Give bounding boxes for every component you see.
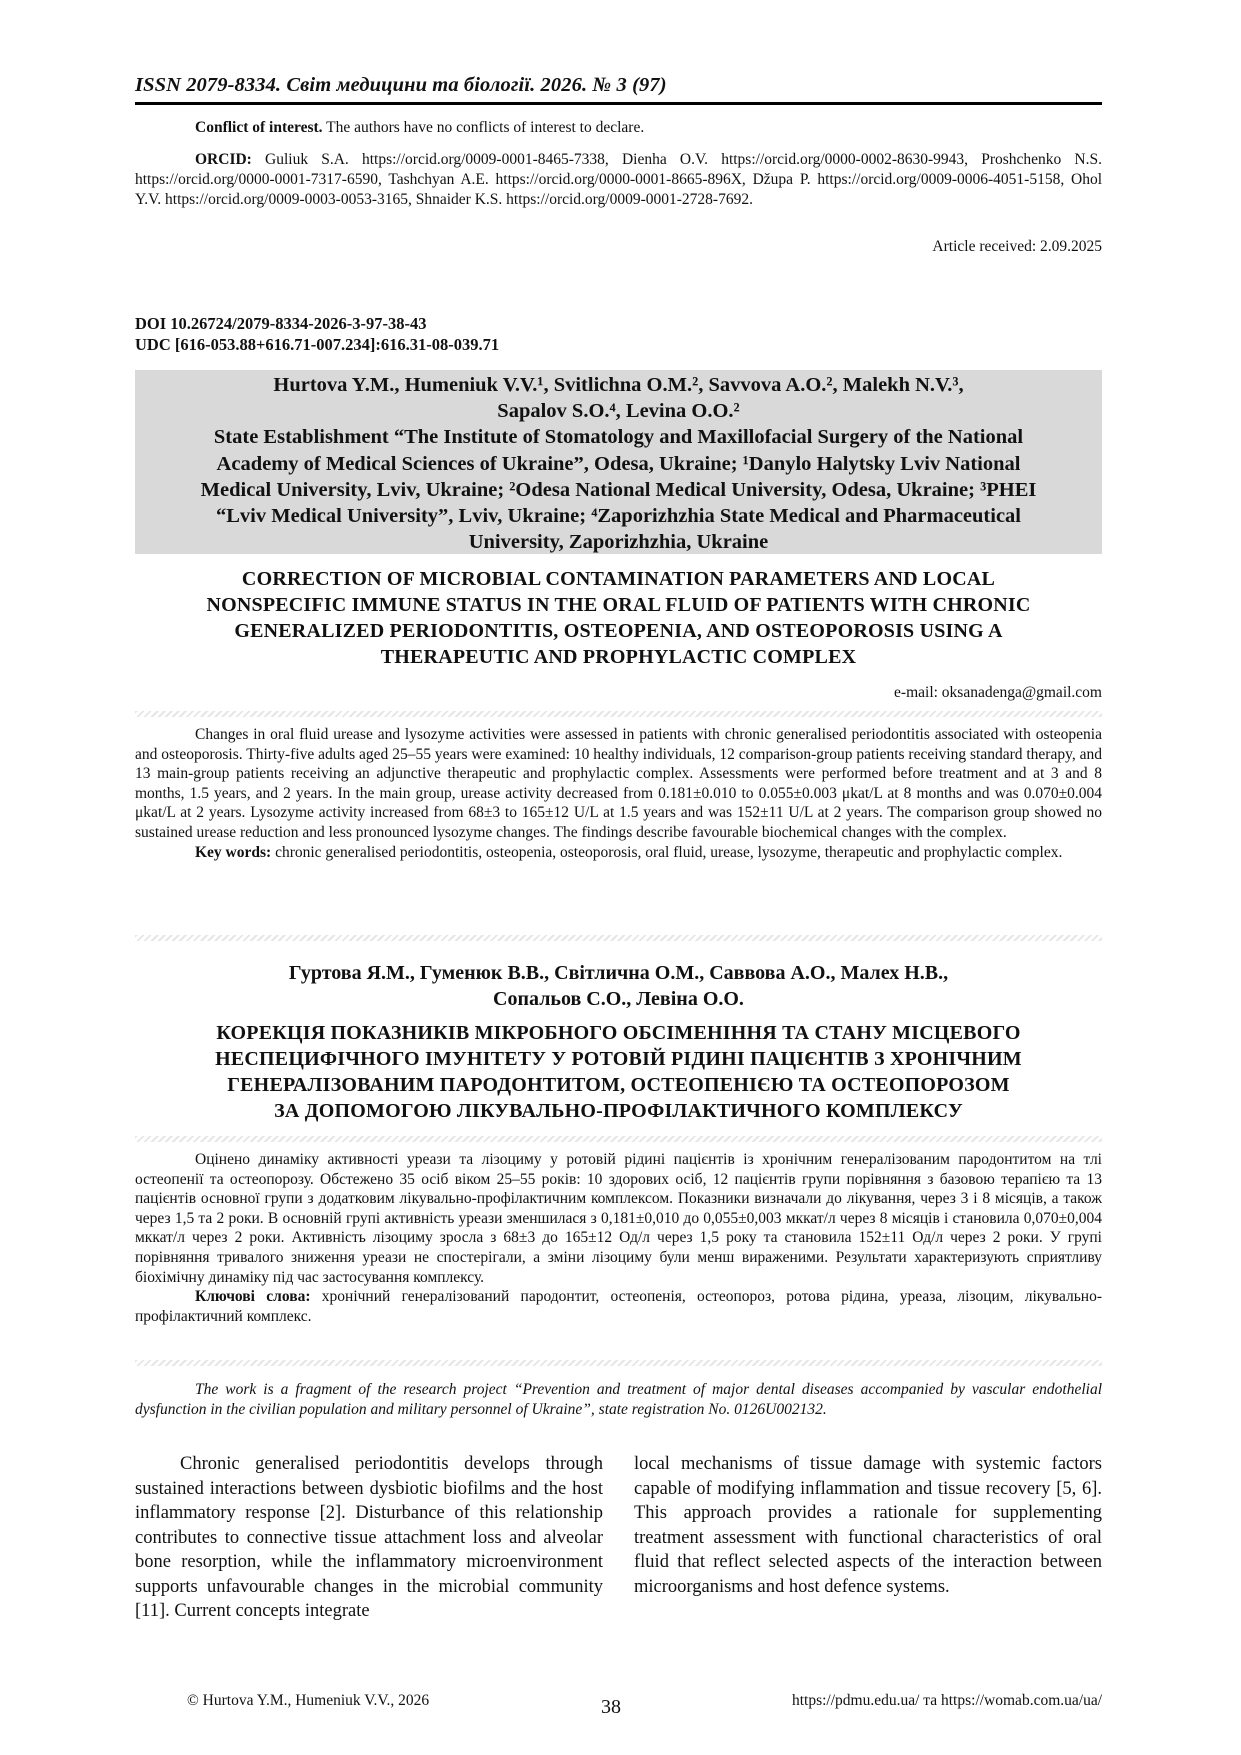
conflict-paragraph	[135, 118, 1102, 138]
body-column-2: local mechanisms of tissue damage with systemic factors capable of modifying inflammation and tissue recovery [5, 6]. This approach provides a rationale for supplementing treatment assessment with functional characteristics of oral fluid that reflect selected aspects of the interaction between microorganisms and host defence systems.	[634, 1454, 1102, 1597]
title-uk-line-3: ГЕНЕРАЛІЗОВАНИМ ПАРОДОНТИТОМ, ОСТЕОПЕНІЄЮ ТА ОСТЕОПОРОЗОМ	[227, 1074, 1010, 1096]
authors-line-1: Hurtova Y.M., Humeniuk V.V.¹, Svitlichna O.M.², Savvova A.O.², Malekh N.V.³,	[273, 374, 964, 396]
orcid-label: ORCID:	[195, 151, 252, 168]
title-en-line-4: THERAPEUTIC AND PROPHYLACTIC COMPLEX	[380, 646, 857, 668]
authors-line-2: Sapalov S.O.⁴, Levina O.O.²	[497, 400, 740, 423]
keywords-en-label: Key words:	[195, 843, 272, 861]
body-column-1: Chronic generalised periodontitis develops through sustained interactions between dysbiotic biofilms and the host inflammatory response [2]. Disturbance of this relationship contributes to connective tissue attachment loss and alveolar bone resorption, while the inflammatory microenvironment supports unfavourable changes in the microbial community [11]. Current concepts integrate	[135, 1454, 603, 1621]
article-received: Article received: 2.09.2025	[932, 238, 1102, 255]
journal-header: ISSN 2079-8334. Світ медицини та біології. 2026. № 3 (97)	[135, 74, 667, 96]
title-en-line-1: CORRECTION OF MICROBIAL CONTAMINATION PARAMETERS AND LOCAL	[241, 568, 996, 590]
affiliation-line-2: Academy of Medical Sciences of Ukraine”, Odesa, Ukraine; ¹Danylo Halytsky Lviv National	[216, 452, 1021, 475]
keywords-en: chronic generalised periodontitis, osteopenia, osteoporosis, oral fluid, urease, lysozyme, therapeutic and prophylactic complex.	[271, 843, 1063, 861]
abstract-en-text: Changes in oral fluid urease and lysozyme activities were assessed in patients with chronic generalised periodontitis associated with osteopenia and osteoporosis. Thirty-five adults aged 25–55 years were examined: 10 healthy individuals, 12 comparison-group patients receiving standard therapy, and 13 main-group patients receiving an adjunctive therapeutic and prophylactic complex. Assessments were performed before treatment and at 3 and 8 months, 1.5 years, and 2 years. In the main group, urease activity decreased from 0.181±0.010 to 0.055±0.003 μkat/L at 8 months and was 0.070±0.004 μkat/L at 2 years. Lysozyme activity increased from 68±3 to 165±12 U/L at 1.5 years and was 152±11 U/L at 2 years. The comparison group showed no sustained urease reduction and less pronounced lysozyme changes. The findings describe favourable biochemical changes with the complex.	[135, 726, 1102, 841]
separator-wave	[135, 1360, 1102, 1366]
conflict-label: Conflict of interest.	[195, 119, 323, 136]
title-uk-line-1: КОРЕКЦІЯ ПОКАЗНИКІВ МІКРОБНОГО ОБСІМЕНІННЯ ТА СТАНУ МІСЦЕВОГО	[216, 1022, 1021, 1044]
separator-wave	[135, 1136, 1102, 1142]
affiliation-line-3: Medical University, Lviv, Ukraine; ²Odesa National Medical University, Odesa, Ukraine; ³PHEI	[200, 478, 1037, 501]
authors-uk	[135, 960, 1102, 1012]
affiliation-block	[135, 370, 1102, 554]
email: e-mail: oksanadenga@gmail.com	[894, 684, 1102, 701]
authors-uk-line-1: Гуртова Я.М., Гуменюк В.В., Світлична О.М., Саввова А.О., Малех Н.В.,	[288, 962, 949, 984]
title-uk	[135, 1020, 1102, 1124]
funding-note	[135, 1380, 1102, 1419]
title-en-line-3: GENERALIZED PERIODONTITIS, OSTEOPENIA, AND OSTEOPOROSIS USING A	[234, 620, 1003, 642]
conflict-text: The authors have no conflicts of interest to declare.	[322, 119, 645, 136]
abstract-uk	[135, 1150, 1102, 1326]
footer-copyright: © Hurtova Y.M., Humeniuk V.V., 2026	[187, 1692, 430, 1709]
footer-urls: https://pdmu.edu.ua/ та https://womab.com.ua/ua/	[791, 1692, 1102, 1709]
orcid-paragraph	[135, 150, 1102, 210]
affiliation-line-5: University, Zaporizhzhia, Ukraine	[468, 531, 769, 554]
orcid-text: Guliuk S.A. https://orcid.org/0009-0001-8465-7338, Dienha O.V. https://orcid.org/0000-0002-8630-9943, Proshchenko N.S. https://orcid.org/0000-0001-7317-6590, Tashchyan A.E. https://orcid.org/0000-0001-8665-896X, Džupa P. https://orcid.org/0009-0006-4051-5158, Ohol Y.V. https://orcid.org/0009-0003-0053-3165, Shnaider K.S. https://orcid.org/0009-0001-2728-7692.	[135, 151, 1102, 208]
abstract-en	[135, 725, 1102, 862]
affiliation-line-4: “Lviv Medical University”, Lviv, Ukraine; ⁴Zaporizhzhia State Medical and Pharmaceutical	[215, 505, 1021, 528]
udc: UDC [616-053.88+616.71-007.234]:616.31-08-039.71	[135, 335, 500, 354]
abstract-uk-text: Оцінено динаміку активності уреази та лізоциму у ротовій рідині пацієнтів із хронічним генералізованим пародонтитом на тлі остеопенії та остеопорозу. Обстежено 35 осіб віком 25–55 років: 10 здорових осіб, 12 пацієнтів групи порівняння з базовою терапією та 13 пацієнтів основної групи з додатковим лікувально-профілактичним комплексом. Показники визначали до лікування, через 3 і 8 місяців, а також через 1,5 та 2 роки. В основній групі активність уреази зменшилася з 0,181±0,010 до 0,055±0,003 мккат/л через 8 місяців і становила 0,070±0,004 мккат/л через 2 роки. Активність лізоциму зросла з 68±3 до 165±12 Од/л через 1,5 року та становила 152±11 Од/л через 2 роки. У групі порівняння тривалого зниження уреази не спостерігали, а зміни лізоциму були менш вираженими. Результати характеризують сприятливу біохімічну динаміку під час застосування комплексу.	[135, 1151, 1102, 1286]
title-en	[135, 566, 1102, 670]
page-number: 38	[601, 1696, 621, 1718]
affiliation-line-1: State Establishment “The Institute of Stomatology and Maxillofacial Surgery of the National	[213, 426, 1024, 449]
header-rule	[135, 102, 1102, 105]
keywords-uk-label: Ключові слова:	[195, 1288, 311, 1306]
title-uk-line-4: ЗА ДОПОМОГОЮ ЛІКУВАЛЬНО-ПРОФІЛАКТИЧНОГО КОМПЛЕКСУ	[274, 1100, 963, 1122]
separator-wave	[135, 935, 1102, 941]
funding-note-text: The work is a fragment of the research project “Prevention and treatment of major dental diseases accompanied by vascular endothelial dysfunction in the civilian population and military personnel of Ukraine”, state registration No. 0126U002132.	[135, 1381, 1102, 1418]
separator-wave	[135, 711, 1102, 717]
title-uk-line-2: НЕСПЕЦИФІЧНОГО ІМУНІТЕТУ У РОТОВІЙ РІДИНІ ПАЦІЄНТІВ З ХРОНІЧНИМ	[215, 1048, 1022, 1070]
title-en-line-2: NONSPECIFIC IMMUNE STATUS IN THE ORAL FLUID OF PATIENTS WITH CHRONIC	[206, 594, 1031, 616]
authors-uk-line-2: Сопальов С.О., Левіна О.О.	[493, 988, 744, 1010]
doi: DOI 10.26724/2079-8334-2026-3-97-38-43	[135, 314, 427, 333]
keywords-uk: хронічний генералізований пародонтит, остеопенія, остеопороз, ротова рідина, уреаза, лізоцим, лікувально-профілактичний комплекс.	[135, 1288, 1102, 1325]
